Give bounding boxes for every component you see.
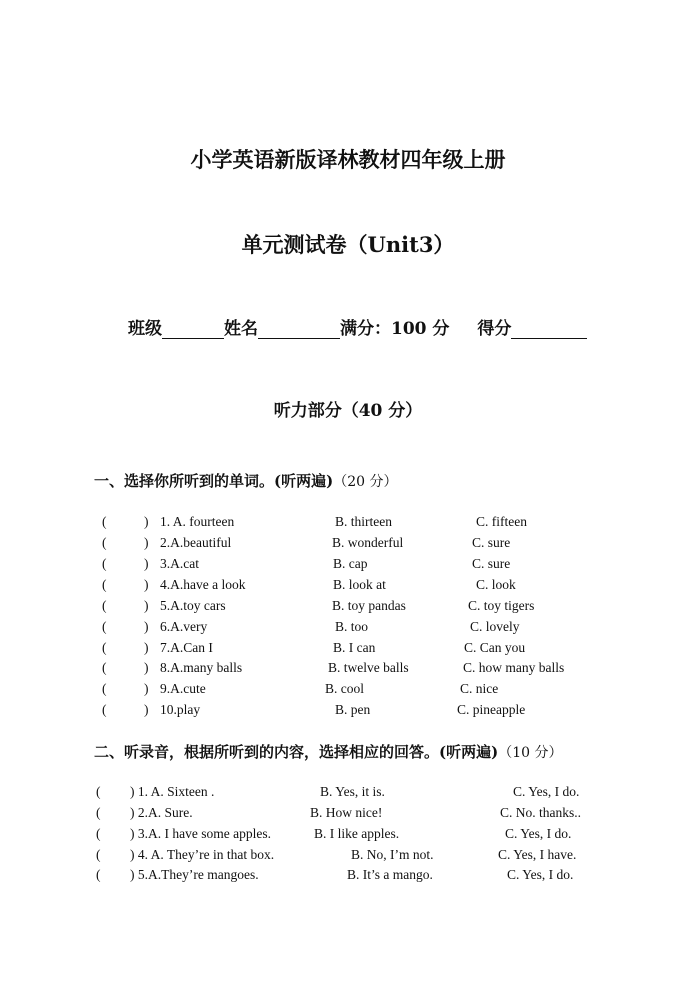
- answer-paren-open[interactable]: (: [102, 681, 107, 696]
- option-b: B. Yes, it is.: [320, 784, 385, 799]
- answer-paren-close: ): [144, 556, 149, 571]
- answer-paren-open[interactable]: (: [96, 826, 101, 841]
- option-c: C. toy tigers: [468, 598, 535, 613]
- answer-paren-open[interactable]: (: [102, 640, 107, 655]
- option-a: ) 5.A.They’re mangoes.: [130, 867, 259, 882]
- option-c: C. Yes, I do.: [505, 826, 572, 841]
- answer-paren-close: ): [144, 514, 149, 529]
- answer-paren-close: ): [144, 598, 149, 613]
- option-c: C. lovely: [470, 619, 520, 634]
- option-b: B. How nice!: [310, 805, 383, 820]
- option-b: B. No, I’m not.: [351, 847, 434, 862]
- name-blank[interactable]: [258, 320, 340, 339]
- answer-paren-open[interactable]: (: [96, 847, 101, 862]
- option-a: 3.A.cat: [160, 556, 199, 571]
- answer-paren-close: ): [144, 535, 149, 550]
- answer-paren-open[interactable]: (: [102, 660, 107, 675]
- option-c: C. Can you: [464, 640, 526, 655]
- answer-paren-open[interactable]: (: [102, 619, 107, 634]
- option-c: C. pineapple: [457, 702, 526, 717]
- option-b: B. pen: [335, 702, 371, 717]
- page-subtitle: 单元测试卷（Unit3）: [241, 232, 455, 257]
- option-b: B. twelve balls: [328, 660, 409, 675]
- option-b: B. cool: [325, 681, 364, 696]
- answer-paren-close: ): [144, 681, 149, 696]
- option-a: 2.A.beautiful: [160, 535, 232, 550]
- option-c: C. look: [476, 577, 516, 592]
- option-a: ) 2.A. Sure.: [130, 805, 193, 820]
- option-a: 7.A.Can I: [160, 640, 213, 655]
- option-a: ) 1. A. Sixteen .: [130, 784, 215, 799]
- option-a: 5.A.toy cars: [160, 598, 226, 613]
- option-a: 6.A.very: [160, 619, 208, 634]
- option-b: B. cap: [333, 556, 368, 571]
- answer-paren-close: ): [144, 577, 149, 592]
- answer-paren-open[interactable]: (: [102, 535, 107, 550]
- score-label: 得分: [477, 319, 512, 339]
- class-blank[interactable]: [162, 320, 224, 339]
- option-b: B. I like apples.: [314, 826, 400, 841]
- name-label: 姓名: [224, 319, 258, 339]
- answer-paren-close: ): [144, 619, 149, 634]
- page-title: 小学英语新版译林教材四年级上册: [190, 147, 506, 172]
- option-c: C. fifteen: [476, 514, 527, 529]
- class-label: 班级: [128, 319, 162, 339]
- answer-paren-open[interactable]: (: [102, 598, 107, 613]
- section2-heading: [94, 741, 562, 762]
- option-a: 8.A.many balls: [160, 660, 243, 675]
- option-c: C. how many balls: [463, 660, 565, 675]
- option-a: 9.A.cute: [160, 681, 206, 696]
- option-a: 1. A. fourteen: [160, 514, 235, 529]
- option-b: B. wonderful: [332, 535, 404, 550]
- answer-paren-close: ): [144, 640, 149, 655]
- section1-points: （20 分）: [333, 474, 398, 490]
- section1-heading-text: 一、选择你所听到的单词。(听两遍): [94, 472, 334, 490]
- student-info-line: [128, 314, 587, 339]
- option-a: 4.A.have a look: [160, 577, 246, 592]
- option-a: ) 3.A. I have some apples.: [130, 826, 271, 841]
- option-c: C. nice: [460, 681, 499, 696]
- section2-points: （10 分）: [498, 745, 563, 761]
- score-blank[interactable]: [511, 320, 587, 339]
- full-score-text: 满分：100 分: [340, 319, 450, 339]
- option-b: B. It’s a mango.: [347, 867, 433, 882]
- option-a: ) 4. A. They’re in that box.: [130, 847, 275, 862]
- answer-paren-open[interactable]: (: [102, 514, 107, 529]
- option-c: C. Yes, I have.: [498, 847, 577, 862]
- option-b: B. thirteen: [335, 514, 392, 529]
- option-b: B. too: [335, 619, 369, 634]
- answer-paren-close: ): [144, 660, 149, 675]
- section1-heading: [94, 470, 397, 491]
- option-c: C. Yes, I do.: [513, 784, 580, 799]
- option-c: C. sure: [472, 556, 511, 571]
- option-c: C. Yes, I do.: [507, 867, 574, 882]
- answer-paren-open[interactable]: (: [96, 784, 101, 799]
- option-b: B. toy pandas: [332, 598, 406, 613]
- section2-heading-text: 二、听录音，根据所听到的内容，选择相应的回答。(听两遍): [94, 743, 499, 761]
- listening-section-title: 听力部分（40 分）: [273, 401, 423, 421]
- answer-paren-close: ): [144, 702, 149, 717]
- option-b: B. I can: [333, 640, 376, 655]
- answer-paren-open[interactable]: (: [96, 805, 101, 820]
- option-b: B. look at: [333, 577, 386, 592]
- option-c: C. sure: [472, 535, 511, 550]
- answer-paren-open[interactable]: (: [102, 702, 107, 717]
- answer-paren-open[interactable]: (: [96, 867, 101, 882]
- option-a: 10.play: [160, 702, 201, 717]
- answer-paren-open[interactable]: (: [102, 556, 107, 571]
- answer-paren-open[interactable]: (: [102, 577, 107, 592]
- option-c: C. No. thanks..: [500, 805, 581, 820]
